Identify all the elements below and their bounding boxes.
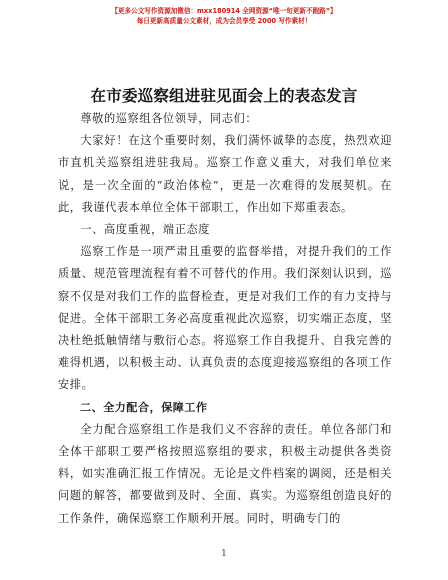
salutation: 尊敬的巡察组各位领导，同志们： — [80, 112, 258, 125]
body-paragraph: 大家好！在这个重要时刻，我们满怀诚挚的态度，热烈欢迎市直机关巡察组进驻我局。巡察工作意义重大，对我们单位来说，是一次全面的“政治体检”，更是一次难得的发展契机。在此，我谨代表本单位全体干部职工，作出如下郑重表态。 — [58, 134, 392, 214]
section-heading: 二、全力配合，保障工作 — [80, 400, 208, 414]
body-paragraph: 全力配合巡察组工作是我们义不容辞的责任。单位各部门和全体干部职工要严格按照巡察组的要求，积极主动提供各类资料，如实准确汇报工作情况。无论是文件档案的调阅，还是相关问题的解答，都要做到及时、全面、真实。为巡察组创造良好的工作条件，确保巡察工作顺利开展。同时，明确专门的 — [58, 422, 392, 525]
body-paragraph: 巡察工作是一项严肃且重要的监督举措，对提升我们的工作质量、规范管理流程有着不可替代的作用。我们深刻认识到，巡察不仅是对我们工作的监督检查，更是对我们工作的有力支持与促进。全体干部职工务必高度重视此次巡察，切实端正态度，坚决杜绝抵触情绪与敷衍心态。将巡察工作自我提升、自我完善的难得机遇，以积极主动、认真负责的态度迎接巡察组的各项工作安排。 — [58, 245, 392, 392]
promo-banner — [0, 6, 448, 26]
promo-banner-line-2: 每日更新高质量公文素材，成为会员享受 2000 写作素材！ — [136, 17, 312, 25]
promo-banner-line-1: 【更多公文写作资源加微信：mxx180914 全网资源“唯一旬更新不跑路”】 — [111, 7, 337, 15]
document-title: 在市委巡察组进驻见面会上的表态发言 — [90, 87, 358, 105]
section-heading: 一、高度重视，端正态度 — [80, 223, 211, 237]
page-number: 1 — [221, 549, 227, 559]
document-body — [58, 108, 392, 530]
